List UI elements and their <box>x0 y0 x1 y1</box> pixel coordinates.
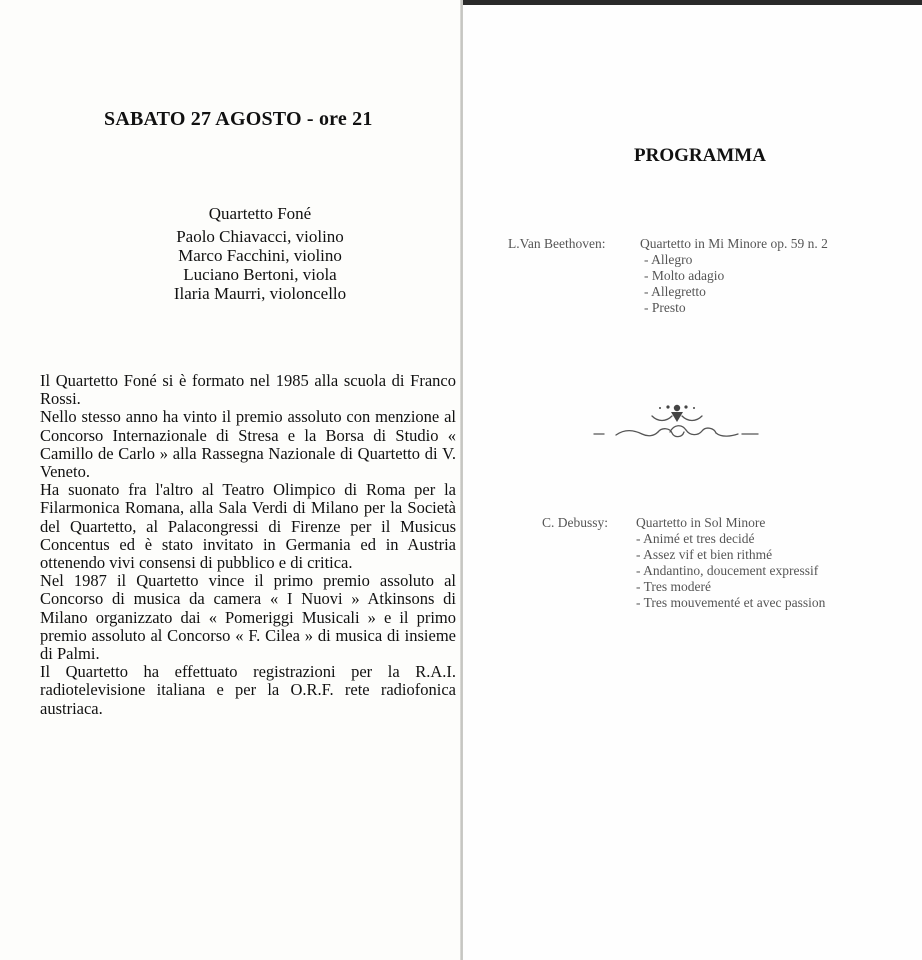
movement-item: - Presto <box>644 300 686 315</box>
composer-name: C. Debussy: <box>542 515 609 530</box>
movement-item: - Allegretto <box>644 284 706 299</box>
decorative-flourish-icon <box>592 398 762 444</box>
ensemble-block <box>130 204 390 303</box>
bio-paragraph: Il Quartetto ha effettuato registrazioni per la R.A.I. radiotelevisione italiana e per la O.R.F. rete radiofonica austriaca. <box>40 662 456 718</box>
composer-name: L.Van Beethoven: <box>508 236 606 251</box>
movement-list <box>636 531 825 611</box>
work-title: Quartetto in Sol Minore <box>636 515 766 530</box>
member-line: Paolo Chiavacci, violino <box>176 227 344 246</box>
work-title: Quartetto in Mi Minore op. 59 n. 2 <box>640 236 828 251</box>
member-line: Marco Facchini, violino <box>178 246 342 265</box>
page-top-edge <box>463 0 922 5</box>
bio-paragraph: Nello stesso anno ha vinto il premio assoluto con menzione al Concorso Internazionale di Stresa e la Borsa di Studio « Camillo de Carlo » alla Rassegna Nazionale di Quartetto di V. Veneto. <box>40 407 456 482</box>
biography <box>40 372 456 718</box>
movement-item: - Tres mouvementé et avec passion <box>636 595 826 610</box>
bio-paragraph: Il Quartetto Foné si è formato nel 1985 alla scuola di Franco Rossi. <box>40 371 456 409</box>
concert-date: SABATO 27 AGOSTO - ore 21 <box>104 108 373 130</box>
member-line: Luciano Bertoni, viola <box>183 265 337 284</box>
bio-paragraph: Nel 1987 il Quartetto vince il primo premio assoluto al Concorso di musica da camera « I Nuovi » Atkinsons di Milano organizzato dai « Pomeriggi Musicali » e il primo premio assoluto al Concorso « F. Cilea » di musica di insieme di Palmi. <box>40 571 456 664</box>
movement-item: - Allegro <box>644 252 693 267</box>
ensemble-name: Quartetto Foné <box>208 204 312 223</box>
bio-paragraph: Ha suonato fra l'altro al Teatro Olimpico di Roma per la Filarmonica Romana, alla Sala Verdi di Milano per la Società del Quartetto, al Palacongressi di Firenze per il Musicus Concentus ed è stato invitato in Germania ed in Austria ottenendo vivi consensi di pubblico e di critica. <box>40 480 456 573</box>
member-line: Ilaria Maurri, violoncello <box>173 284 347 303</box>
movement-item: - Animé et tres decidé <box>636 531 755 546</box>
program-title: PROGRAMMA <box>634 145 766 166</box>
movement-item: - Tres moderé <box>636 579 711 594</box>
movement-item: - Andantino, doucement expressif <box>636 563 819 578</box>
right-page <box>463 0 922 960</box>
movement-item: - Assez vif et bien rithmé <box>636 547 773 562</box>
movement-item: - Molto adagio <box>644 268 725 283</box>
movement-list <box>644 252 724 316</box>
